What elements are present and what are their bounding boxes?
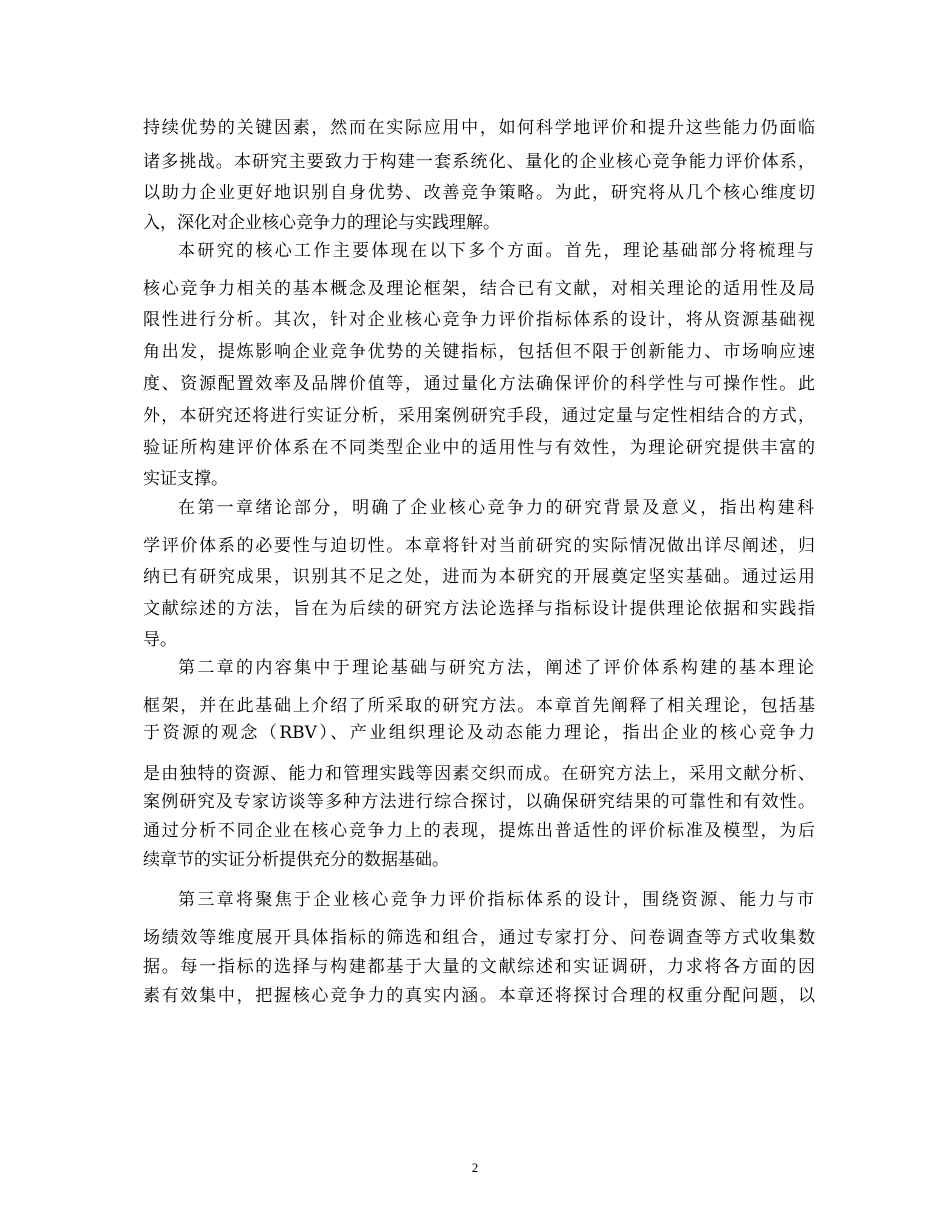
text-line: 在第一章绪论部分，明确了企业核心竞争力的研究背景及意义，指出构建科 <box>178 498 814 518</box>
text-line: 度、资源配置效率及品牌价值等，通过量化方法确保评价的科学性与可操作性。此 <box>143 374 815 394</box>
text-line: 是由独特的资源、能力和管理实践等因素交织而成。在研究方法上，采用文献分析、 <box>143 764 815 784</box>
text-line: 限性进行分析。其次，针对企业核心竞争力评价指标体系的设计，将从资源基础视 <box>143 310 815 330</box>
text-line: 诸多挑战。本研究主要致力于构建一套系统化、量化的企业核心竞争能力评价体系， <box>143 152 815 172</box>
text-line: 通过分析不同企业在核心竞争力上的表现，提炼出普适性的评价标准及模型，为后 <box>143 821 815 841</box>
text-line: 纳已有研究成果，识别其不足之处，进而为本研究的开展奠定坚实基础。通过运用 <box>143 567 815 587</box>
text-line: 据。每一指标的选择与构建都基于大量的文献综述和实证调研，力求将各方面的因 <box>143 957 815 977</box>
text-line: 核心竞争力相关的基本概念及理论框架，结合已有文献，对相关理论的适用性及局 <box>143 279 815 299</box>
text-line: 场绩效等维度展开具体指标的筛选和组合，通过专家打分、问卷调查等方式收集数 <box>143 928 815 948</box>
text-line: 第二章的内容集中于理论基础与研究方法，阐述了评价体系构建的基本理论 <box>178 658 814 678</box>
text-line: 于资源的观念（RBV）、产业组织理论及动态能力理论，指出企业的核心竞争力 <box>143 723 815 743</box>
text-line: 以助力企业更好地识别自身优势、改善竞争策略。为此，研究将从几个核心维度切 <box>143 183 815 203</box>
text-line: 角出发，提炼影响企业竞争优势的关键指标，包括但不限于创新能力、市场响应速 <box>143 342 815 362</box>
text-line: 本研究的核心工作主要体现在以下多个方面。首先，理论基础部分将梳理与 <box>178 241 814 261</box>
text-line: 文献综述的方法，旨在为后续的研究方法论选择与指标设计提供理论依据和实践指 <box>143 599 815 619</box>
text-line: 入，深化对企业核心竞争力的理论与实践理解。 <box>143 213 500 233</box>
text-line: 实证支撑。 <box>143 469 228 489</box>
text-line: 学评价体系的必要性与迫切性。本章将针对当前研究的实际情况做出详尽阐述，归 <box>143 536 815 556</box>
text-line: 验证所构建评价体系在不同类型企业中的适用性与有效性，为理论研究提供丰富的 <box>143 438 815 458</box>
text-line: 框架，并在此基础上介绍了所采取的研究方法。本章首先阐释了相关理论，包括基 <box>143 696 815 716</box>
text-line: 持续优势的关键因素，然而在实际应用中，如何科学地评价和提升这些能力仍面临 <box>143 118 815 138</box>
text-line: 续章节的实证分析提供充分的数据基础。 <box>143 850 449 870</box>
page-number: 2 <box>471 1160 479 1175</box>
text-line: 外，本研究还将进行实证分析，采用案例研究手段，通过定量与定性相结合的方式， <box>143 406 815 426</box>
text-line: 第三章将聚焦于企业核心竞争力评价指标体系的设计，围绕资源、能力与市 <box>178 890 814 910</box>
text-line: 案例研究及专家访谈等多种方法进行综合探讨，以确保研究结果的可靠性和有效性。 <box>143 792 815 812</box>
text-line: 导。 <box>143 630 177 650</box>
text-line: 素有效集中，把握核心竞争力的真实内涵。本章还将探讨合理的权重分配问题，以 <box>143 986 815 1006</box>
